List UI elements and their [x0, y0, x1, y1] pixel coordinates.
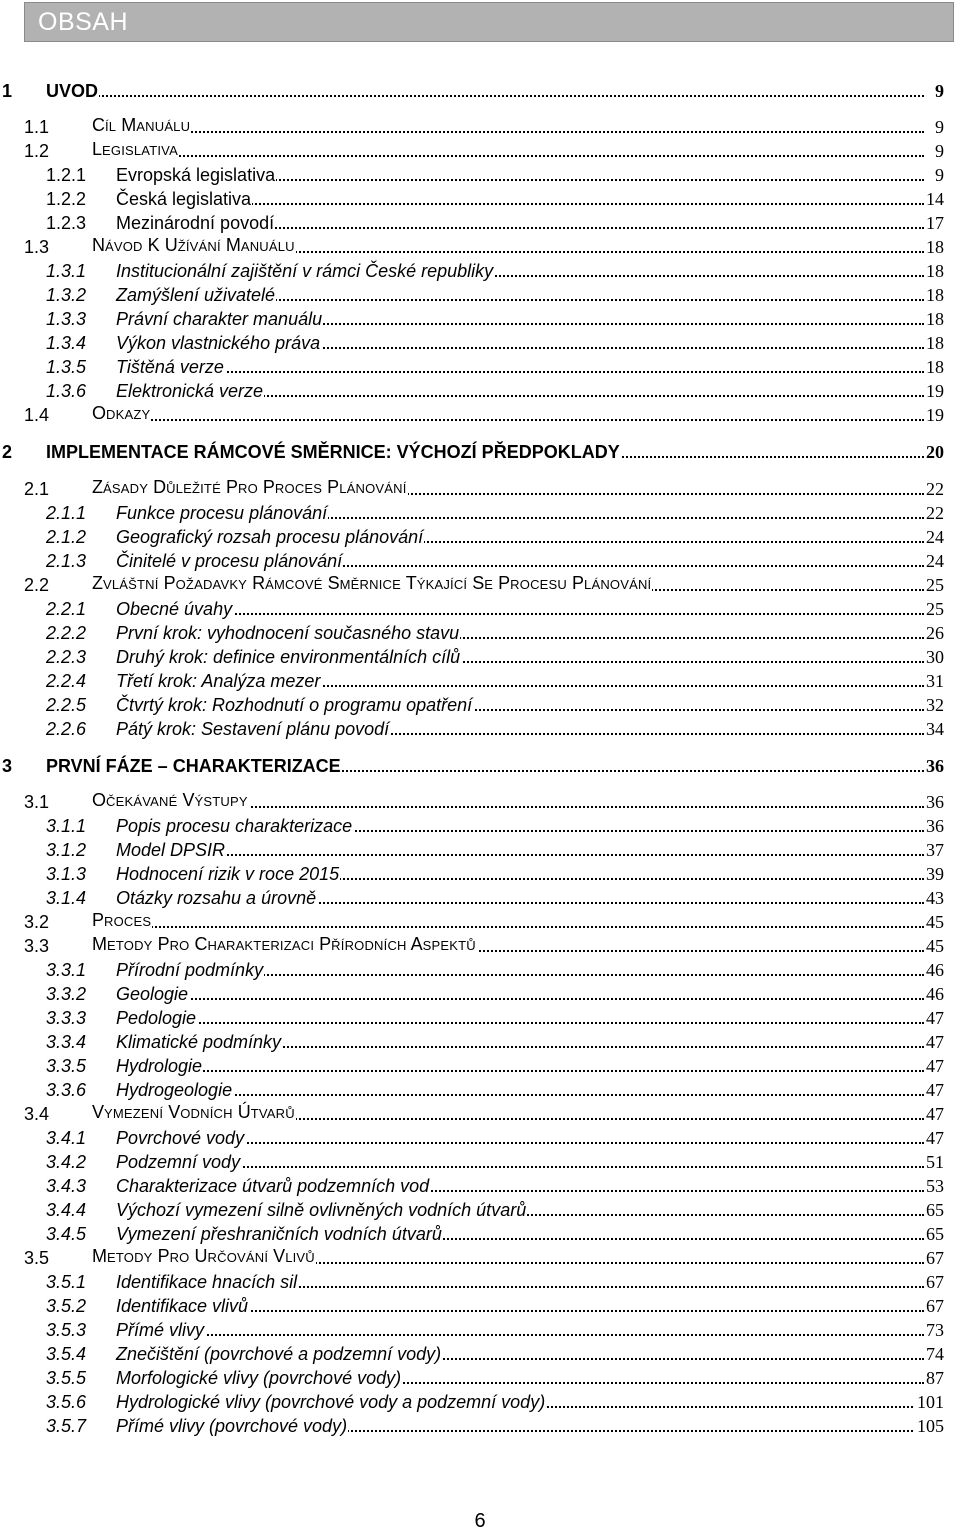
toc-entry-number: 1.3.6 — [46, 381, 87, 401]
toc-entry[interactable] — [0, 1270, 944, 1294]
toc-entry[interactable] — [0, 187, 944, 211]
toc-entry[interactable] — [0, 1174, 944, 1198]
toc-entry-page: 20 — [926, 442, 944, 462]
toc-entry-page: 30 — [926, 647, 944, 667]
toc-entry-number: 3.5.1 — [46, 1272, 87, 1292]
toc-entry-title: ZÁSADY DŮLEŽITÉ PRO PROCES PLÁNOVÁNÍ — [92, 476, 408, 500]
toc-entry-page: 36 — [926, 792, 944, 812]
toc-entry[interactable] — [0, 331, 944, 355]
toc-entry-page: 32 — [926, 695, 944, 715]
toc-entry[interactable] — [0, 1414, 944, 1438]
page-number: 6 — [474, 1510, 486, 1532]
toc-entry-number: 3.2 — [24, 912, 50, 932]
toc-entry[interactable] — [0, 1342, 944, 1366]
toc-entry-page: 101 — [917, 1392, 944, 1412]
toc-entry[interactable] — [0, 501, 944, 525]
toc-entry-title: CÍL MANUÁLU — [92, 114, 191, 138]
toc-entry-title: Přímé vlivy — [116, 1320, 205, 1340]
toc-entry-number: 1.1 — [24, 117, 50, 137]
toc-leader-dots — [116, 998, 924, 1000]
toc-leader-dots — [92, 419, 924, 421]
toc-leader-dots — [46, 95, 924, 97]
toc-entry-page: 22 — [926, 479, 944, 499]
toc-entry-number: 3.3.3 — [46, 1008, 87, 1028]
toc-leader-dots — [116, 854, 924, 856]
toc-entry-page: 19 — [926, 405, 944, 425]
toc-entry[interactable] — [0, 754, 944, 778]
toc-entry-title: První krok: vyhodnocení současného stavu — [116, 623, 460, 643]
toc-entry-title: Vymezení přeshraničních vodních útvarů — [116, 1224, 442, 1244]
toc-entry[interactable] — [0, 1366, 944, 1390]
toc-entry[interactable] — [0, 1222, 944, 1246]
toc-leader-dots — [116, 371, 924, 373]
toc-entry-page: 39 — [926, 864, 944, 884]
toc-entry-number: 3.4.5 — [46, 1224, 87, 1244]
toc-entry-title: Geografický rozsah procesu plánování — [116, 527, 424, 547]
toc-heading: OBSAH — [38, 8, 129, 36]
toc-entry[interactable] — [0, 549, 944, 573]
toc-entry[interactable] — [0, 283, 944, 307]
toc-leader-dots — [116, 1070, 924, 1072]
toc-entry[interactable] — [0, 1198, 944, 1222]
toc-entry[interactable] — [0, 163, 944, 187]
toc-entry-number: 3.4.1 — [46, 1128, 87, 1148]
toc-entry-number: 2.2 — [24, 575, 50, 595]
toc-entry[interactable] — [0, 115, 944, 139]
toc-entry-number: 2.2.4 — [46, 671, 87, 691]
toc-entry[interactable] — [0, 477, 944, 501]
toc-entry-title: LEGISLATIVA — [92, 138, 179, 162]
toc-entry-title: Elektronická verze — [116, 381, 264, 401]
toc-entry-page: 53 — [926, 1176, 944, 1196]
toc-entry-page: 67 — [926, 1296, 944, 1316]
toc-entry-page: 47 — [926, 1104, 944, 1124]
toc-entry-title: Druhý krok: definice environmentálních cílů — [116, 647, 461, 667]
toc-entry-page: 18 — [926, 261, 944, 281]
toc-entry-number: 3.4.4 — [46, 1200, 87, 1220]
toc-entry-title: Zamýšlení uživatelé — [116, 285, 276, 305]
toc-entry-page: 34 — [926, 719, 944, 739]
toc-entry-title: Charakterizace útvarů podzemních vod — [116, 1176, 430, 1196]
toc-entry-page: 37 — [926, 840, 944, 860]
toc-entry-number: 1.4 — [24, 405, 50, 425]
toc-entry-title: Obecné úvahy — [116, 599, 233, 619]
toc-entry-page: 65 — [926, 1200, 944, 1220]
toc-entry-number: 2.2.3 — [46, 647, 87, 667]
toc-entry-title: Pátý krok: Sestavení plánu povodí — [116, 719, 390, 739]
toc-entry-number: 1.3.2 — [46, 285, 87, 305]
toc-entry-title: Povrchové vody — [116, 1128, 245, 1148]
toc-entry-title: Přímé vlivy (povrchové vody) — [116, 1416, 348, 1436]
toc-header-bar — [24, 2, 954, 42]
toc-entry-page: 67 — [926, 1248, 944, 1268]
toc-entry-title: PROCES — [92, 909, 152, 933]
toc-entry[interactable] — [0, 597, 944, 621]
toc-entry-number: 1.2 — [24, 141, 50, 161]
toc-entry-page: 31 — [926, 671, 944, 691]
toc-entry-number: 1 — [2, 81, 13, 101]
toc-entry-number: 3.5.7 — [46, 1416, 87, 1436]
toc-entry-page: 105 — [917, 1416, 944, 1436]
toc-entry-page: 9 — [935, 165, 944, 185]
toc-entry-page: 25 — [926, 599, 944, 619]
toc-entry-page: 87 — [926, 1368, 944, 1388]
toc-entry-number: 1.3.1 — [46, 261, 87, 281]
toc-entry[interactable] — [0, 645, 944, 669]
toc-leader-dots — [116, 613, 924, 615]
toc-entry-title: ODKAZY — [92, 402, 151, 426]
toc-entry-number: 3.3.1 — [46, 960, 87, 980]
toc-entry-page: 47 — [926, 1128, 944, 1148]
toc-entry-number: 2.2.5 — [46, 695, 87, 715]
toc-entry-title: Identifikace hnacích sil — [116, 1272, 298, 1292]
toc-entry-number: 3.5.3 — [46, 1320, 87, 1340]
toc-entry-number: 3.4 — [24, 1104, 50, 1124]
toc-entry-page: 18 — [926, 309, 944, 329]
toc-entry[interactable] — [0, 1006, 944, 1030]
toc-entry-number: 3.3.2 — [46, 984, 87, 1004]
toc-entry-number: 1.2.1 — [46, 165, 87, 185]
toc-entry[interactable] — [0, 235, 944, 259]
toc-entry[interactable] — [0, 307, 944, 331]
toc-entry-page: 47 — [926, 1056, 944, 1076]
toc-entry-page: 22 — [926, 503, 944, 523]
toc-entry[interactable] — [0, 838, 944, 862]
toc-entry-title: Popis procesu charakterizace — [116, 816, 353, 836]
toc-entry-number: 3.3.4 — [46, 1032, 87, 1052]
toc-entry[interactable] — [0, 958, 944, 982]
toc-entry-title: Činitelé v procesu plánování — [116, 551, 343, 571]
toc-entry-number: 3.5 — [24, 1248, 50, 1268]
toc-entry-number: 2.2.1 — [46, 599, 87, 619]
toc-entry-title: ZVLÁŠTNÍ POŽADAVKY RÁMCOVÉ SMĚRNICE TÝKAJÍCÍ SE PROCESU PLÁNOVÁNÍ — [92, 572, 652, 596]
toc-entry-title: Přírodní podmínky — [116, 960, 264, 980]
toc-entry-title: Pedologie — [116, 1008, 197, 1028]
toc-entry[interactable] — [0, 693, 944, 717]
toc-entry-page: 25 — [926, 575, 944, 595]
toc-entry-number: 3.1 — [24, 792, 50, 812]
toc-entry-number: 2.1 — [24, 479, 50, 499]
toc-entry-number: 2.1.2 — [46, 527, 87, 547]
toc-entry-page: 73 — [926, 1320, 944, 1340]
toc-entry[interactable] — [0, 403, 944, 427]
toc-leader-dots — [92, 155, 924, 157]
toc-entry-number: 2.1.1 — [46, 503, 87, 523]
toc-entry-page: 67 — [926, 1272, 944, 1292]
toc-entry-title: Funkce procesu plánování — [116, 503, 328, 523]
toc-entry-title: VYMEZENÍ VODNÍCH ÚTVARŮ — [92, 1101, 296, 1125]
toc-entry-title: Model DPSIR — [116, 840, 226, 860]
toc-entry-title: Hydrogeologie — [116, 1080, 233, 1100]
toc-entry[interactable] — [0, 1030, 944, 1054]
toc-entry-title: Znečištění (povrchové a podzemní vody) — [116, 1344, 442, 1364]
toc-entry-page: 18 — [926, 285, 944, 305]
toc-entry[interactable] — [0, 79, 944, 103]
toc-entry-number: 3.3.5 — [46, 1056, 87, 1076]
toc-entry-title: Výchozí vymezení silně ovlivněných vodních útvarů — [116, 1200, 527, 1220]
toc-entry-number: 1.3.4 — [46, 333, 87, 353]
toc-entry-page: 65 — [926, 1224, 944, 1244]
toc-entry-title: UVOD — [46, 81, 99, 101]
toc-entry[interactable] — [0, 1390, 944, 1414]
toc-entry-number: 3.3.6 — [46, 1080, 87, 1100]
toc-entry[interactable] — [0, 1126, 944, 1150]
toc-leader-dots — [92, 131, 924, 133]
toc-entry[interactable] — [0, 355, 944, 379]
toc-entry-title: Tištěná verze — [116, 357, 224, 377]
toc-entry-page: 17 — [926, 213, 944, 233]
toc-entry[interactable] — [0, 717, 944, 741]
toc-entry-page: 18 — [926, 333, 944, 353]
toc-entry-page: 74 — [926, 1344, 944, 1364]
toc-entry[interactable] — [0, 573, 944, 597]
toc-entry-page: 43 — [926, 888, 944, 908]
toc-entry[interactable] — [0, 910, 944, 934]
toc-entry[interactable] — [0, 982, 944, 1006]
toc-entry[interactable] — [0, 1294, 944, 1318]
toc-entry[interactable] — [0, 211, 944, 235]
toc-entry-number: 3.1.2 — [46, 840, 87, 860]
toc-entry-number: 3.4.2 — [46, 1152, 87, 1172]
toc-entry-title: Právní charakter manuálu — [116, 309, 323, 329]
toc-entry-title: Evropská legislativa — [116, 165, 276, 185]
toc-entry[interactable] — [0, 621, 944, 645]
toc-entry-number: 2.2.6 — [46, 719, 87, 739]
toc-entry-page: 46 — [926, 960, 944, 980]
toc-entry-title: Klimatické podmínky — [116, 1032, 282, 1052]
toc-entry-page: 47 — [926, 1008, 944, 1028]
toc-leader-dots — [116, 1094, 924, 1096]
toc-entry-title: Geologie — [116, 984, 189, 1004]
toc-entry-title: Mezinárodní povodí — [116, 213, 275, 233]
toc-entry-number: 1.3.3 — [46, 309, 87, 329]
toc-entry[interactable] — [0, 1246, 944, 1270]
toc-entry[interactable] — [0, 1078, 944, 1102]
toc-entry-title: Otázky rozsahu a úrovně — [116, 888, 317, 908]
toc-entry-number: 2.2.2 — [46, 623, 87, 643]
toc-entry-page: 46 — [926, 984, 944, 1004]
toc-entry-page: 36 — [926, 816, 944, 836]
toc-entry-page: 9 — [935, 117, 944, 137]
toc-entry-title: METODY PRO CHARAKTERIZACI PŘÍRODNÍCH ASPEKTŮ — [92, 933, 477, 957]
toc-entry[interactable] — [0, 1054, 944, 1078]
toc-entry[interactable] — [0, 1150, 944, 1174]
toc-entry-title: Podzemní vody — [116, 1152, 241, 1172]
toc-entry-page: 24 — [926, 527, 944, 547]
toc-entry-page: 14 — [926, 189, 944, 209]
toc-entry[interactable] — [0, 790, 944, 814]
toc-entry-number: 2.1.3 — [46, 551, 87, 571]
toc-entry-page: 47 — [926, 1080, 944, 1100]
toc-entry[interactable] — [0, 1102, 944, 1126]
toc-entry-number: 1.3 — [24, 237, 50, 257]
toc-entry-number: 2 — [2, 442, 13, 462]
toc-entry-number: 1.2.3 — [46, 213, 87, 233]
toc-entry-page: 24 — [926, 551, 944, 571]
toc-entry-page: 18 — [926, 237, 944, 257]
toc-entry-page: 26 — [926, 623, 944, 643]
toc-entry[interactable] — [0, 1318, 944, 1342]
toc-entry-number: 3 — [2, 756, 13, 776]
toc-entry[interactable] — [0, 259, 944, 283]
toc-entry-title: Výkon vlastnického práva — [116, 333, 321, 353]
toc-entry-title: NÁVOD K UŽÍVÁNÍ MANUÁLU — [92, 234, 296, 258]
toc-entry-number: 3.5.6 — [46, 1392, 87, 1412]
toc-entry[interactable] — [0, 139, 944, 163]
toc-entry-page: 36 — [926, 756, 944, 776]
toc-entry[interactable] — [0, 814, 944, 838]
toc-entry-number: 3.5.2 — [46, 1296, 87, 1316]
toc-entry-page: 18 — [926, 357, 944, 377]
toc-entry-title: Hodnocení rizik v roce 2015 — [116, 864, 340, 884]
toc-entry[interactable] — [0, 934, 944, 958]
toc-entry-page: 45 — [926, 936, 944, 956]
toc-entry[interactable] — [0, 669, 944, 693]
toc-entry-title: Hydrologie — [116, 1056, 203, 1076]
toc-entry-title: Identifikace vlivů — [116, 1296, 249, 1316]
toc-entry-number: 3.1.1 — [46, 816, 87, 836]
toc-entry-number: 3.5.4 — [46, 1344, 87, 1364]
toc-entry-number: 1.3.5 — [46, 357, 87, 377]
toc-entry-number: 3.4.3 — [46, 1176, 87, 1196]
toc-entry-number: 1.2.2 — [46, 189, 87, 209]
toc-entry-title: PRVNÍ FÁZE – CHARAKTERIZACE — [46, 756, 341, 776]
toc-entry[interactable] — [0, 525, 944, 549]
toc-entry-page: 19 — [926, 381, 944, 401]
toc-leader-dots — [92, 926, 924, 928]
toc-entry-title: IMPLEMENTACE RÁMCOVÉ SMĚRNICE: VÝCHOZÍ PŘEDPOKLADY — [46, 442, 620, 462]
toc-entry-title: METODY PRO URČOVÁNÍ VLIVŮ — [92, 1245, 316, 1269]
toc-leader-dots — [116, 1022, 924, 1024]
toc-entry-number: 3.5.5 — [46, 1368, 87, 1388]
toc-entry-page: 45 — [926, 912, 944, 932]
toc-entry-title: Česká legislativa — [116, 189, 252, 209]
toc-entry-title: Čtvrtý krok: Rozhodnutí o programu opatření — [116, 695, 473, 715]
toc-entry-number: 3.1.3 — [46, 864, 87, 884]
toc-entry-page: 9 — [935, 81, 944, 101]
toc-entry-title: Morfologické vlivy (povrchové vody) — [116, 1368, 402, 1388]
toc-entry[interactable] — [0, 379, 944, 403]
toc-entry-title: OČEKÁVANÉ VÝSTUPY — [92, 789, 249, 813]
toc-entry-page: 51 — [926, 1152, 944, 1172]
toc-leader-dots — [116, 1334, 924, 1336]
toc-entry-page: 9 — [935, 141, 944, 161]
toc-entry-number: 3.3 — [24, 936, 50, 956]
toc-entry-title: Institucionální zajištění v rámci České republiky — [116, 261, 494, 281]
toc-entry[interactable] — [0, 440, 944, 464]
toc-entry-number: 3.1.4 — [46, 888, 87, 908]
toc-entry-title: Hydrologické vlivy (povrchové vody a podzemní vody) — [116, 1392, 546, 1412]
toc-entry-title: Třetí krok: Analýza mezer — [116, 671, 321, 691]
toc-entry[interactable] — [0, 886, 944, 910]
toc-entry[interactable] — [0, 862, 944, 886]
toc-entry-page: 47 — [926, 1032, 944, 1052]
